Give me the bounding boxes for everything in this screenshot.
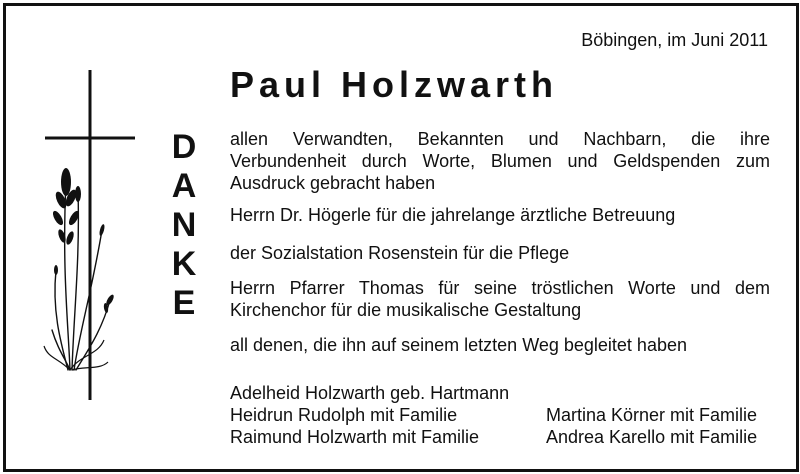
danke-letter: E	[172, 284, 196, 322]
danke-letter: D	[171, 128, 197, 166]
place-date: Böbingen, im Juni 2011	[581, 30, 768, 50]
thanks-paragraph: Herrn Pfarrer Thomas für seine tröstlichen Worte und dem Kirchenchor für die musikalische Gestaltung	[230, 278, 770, 320]
danke-letter: N	[171, 206, 197, 244]
signer-name: Raimund Holzwarth mit Familie	[230, 427, 480, 447]
danke-vertical	[168, 128, 200, 323]
signer-name: Adelheid Holzwarth geb. Hartmann	[230, 383, 510, 403]
danke-letter: A	[171, 167, 197, 205]
cross-with-grass-icon	[40, 70, 140, 405]
signer-name: Martina Körner mit Familie	[546, 405, 758, 425]
deceased-name: Paul Holzwarth	[230, 64, 559, 105]
thanks-paragraph: der Sozialstation Rosenstein für die Pflege	[230, 243, 570, 263]
thanks-paragraph: all denen, die ihn auf seinem letzten Weg begleitet haben	[230, 335, 687, 355]
thanks-paragraph: allen Verwandten, Bekannten und Nachbarn, die ihre Verbundenheit durch Worte, Blumen und Geldspenden zum Ausdruck gebracht haben	[230, 129, 770, 193]
signer-name: Andrea Karello mit Familie	[546, 427, 758, 447]
signer-name: Heidrun Rudolph mit Familie	[230, 405, 458, 425]
thanks-paragraph: Herrn Dr. Högerle für die jahrelange ärztliche Betreuung	[230, 205, 676, 225]
danke-letter: K	[171, 245, 197, 283]
